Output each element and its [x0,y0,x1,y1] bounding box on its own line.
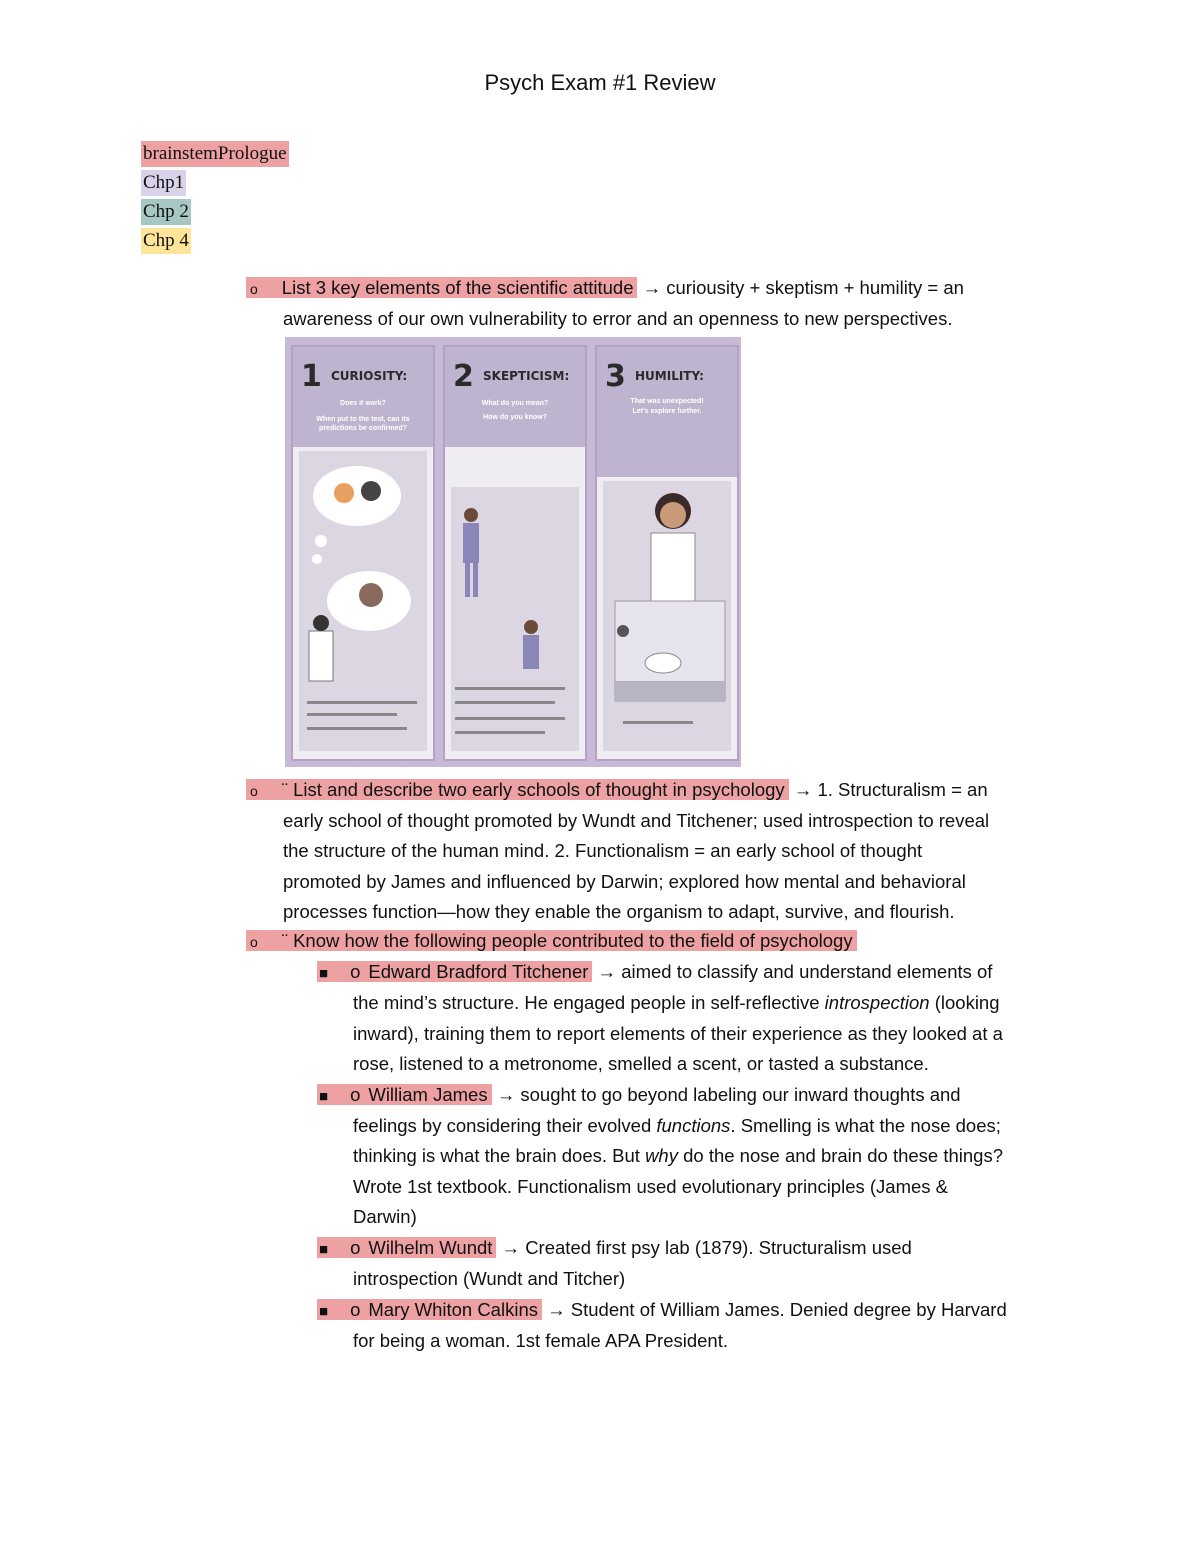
person-desc-line: → aimed to classify and understand elements of [592,961,993,982]
square-bullet-icon: ■ [319,1088,329,1105]
q1-highlight [246,277,637,298]
q3-highlight [246,930,857,951]
panel-number: 2 [453,359,474,394]
q3-label: ¨ Know how the following people contributed to the field of psychology [281,930,853,951]
panel-question: When put to the test, can its predictions be confirmed? [316,416,410,432]
panel-question: That was unexpected! [630,398,704,405]
panel-question: Let’s explore further. [632,408,702,415]
person-desc-line: (looking [929,992,1000,1013]
sub-bullet-icon: o [350,1299,361,1320]
q2-highlight [246,779,789,800]
square-bullet-icon: ■ [319,1241,329,1258]
panel-number: 3 [605,359,626,394]
person-desc-italic: functions [656,1115,731,1136]
skepticism-illustration [451,487,579,751]
curiosity-illustration [299,451,427,751]
panel-question: How do you know? [483,414,547,421]
q1-answer-line1: → curiousity + skeptism + humility = an [637,277,964,298]
panel-heading: CURIOSITY: [331,369,408,383]
panel-humility [595,345,739,761]
person-desc-line: rose, listened to a metronome, smelled a scent, or tasted a substance. [353,1053,929,1074]
legend-chp2: Chp 2 [141,199,191,225]
person-desc-line: → Created first psy lab (1879). Structuralism used [496,1237,912,1258]
person-desc-line: → sought to go beyond labeling our inward thoughts and [491,1084,961,1105]
person-desc-line: for being a woman. 1st female APA President. [353,1330,729,1351]
legend-chp1: Chp1 [141,170,186,196]
bullet-icon: o [250,281,258,297]
person-name: Mary Whiton Calkins [368,1299,538,1320]
q2-answer-line1: → 1. Structuralism = an [788,779,988,800]
person-highlight [317,961,592,982]
legend-chp4: Chp 4 [141,228,191,254]
person-name: Wilhelm Wundt [368,1237,493,1258]
q2-answer-line2: early school of thought promoted by Wundt and Titchener; used introspection to reveal [283,810,990,831]
panel-skepticism [443,345,587,761]
panel-heading: HUMILITY: [635,369,704,383]
person-highlight [317,1237,496,1258]
person-highlight [317,1299,542,1320]
person-desc-line: feelings by considering their evolved [353,1115,657,1136]
page-title: Psych Exam #1 Review [484,70,716,95]
q2-answer-line3: the structure of the human mind. 2. Functionalism = an early school of thought [283,840,923,861]
person-desc-line: introspection (Wundt and Titcher) [353,1268,626,1289]
legend-prologue: brainstemPrologue [141,141,289,167]
person-name: Edward Bradford Titchener [368,961,589,982]
person-desc-line: the mind’s structure. He engaged people in self-reflective [353,992,825,1013]
person-desc-italic: why [645,1145,678,1166]
person-desc-line: . Smelling is what the nose does; [730,1115,1001,1136]
square-bullet-icon: ■ [319,1303,329,1320]
sub-bullet-icon: o [350,961,361,982]
panel-heading: SKEPTICISM: [483,369,570,383]
person-highlight [317,1084,492,1105]
person-desc-line: do the nose and brain do these things? [677,1145,1003,1166]
person-desc-line: → Student of William James. Denied degree by Harvard [542,1299,1007,1320]
person-desc-italic: introspection [824,992,930,1013]
person-desc-line: Darwin) [353,1206,417,1227]
panel-question: What do you mean? [481,400,549,407]
humility-illustration [603,481,731,751]
q2-answer-line5: processes function—how they enable the organism to adapt, survive, and flourish. [283,901,955,922]
square-bullet-icon: ■ [319,965,329,982]
sub-bullet-icon: o [350,1237,361,1258]
q1-label: List 3 key elements of the scientific attitude [281,277,634,298]
q2-label: ¨ List and describe two early schools of thought in psychology [281,779,785,800]
panel-number: 1 [301,359,322,394]
person-desc-line: inward), training them to report elements of their experience as they looked at a [353,1023,1003,1044]
scientific-attitude-infographic [285,337,741,767]
person-desc-line: thinking is what the brain does. But [353,1145,646,1166]
panel-question: Does it work? [340,400,386,407]
person-name: William James [368,1084,488,1105]
bullet-icon: o [250,783,258,799]
person-desc-line: Wrote 1st textbook. Functionalism used evolutionary principles (James & [353,1176,949,1197]
bullet-icon: o [250,934,258,950]
q1-answer-line2: awareness of our own vulnerability to error and an openness to new perspectives. [283,308,953,329]
panel-curiosity [291,345,435,761]
sub-bullet-icon: o [350,1084,361,1105]
q2-answer-line4: promoted by James and influenced by Darwin; explored how mental and behavioral [283,871,966,892]
